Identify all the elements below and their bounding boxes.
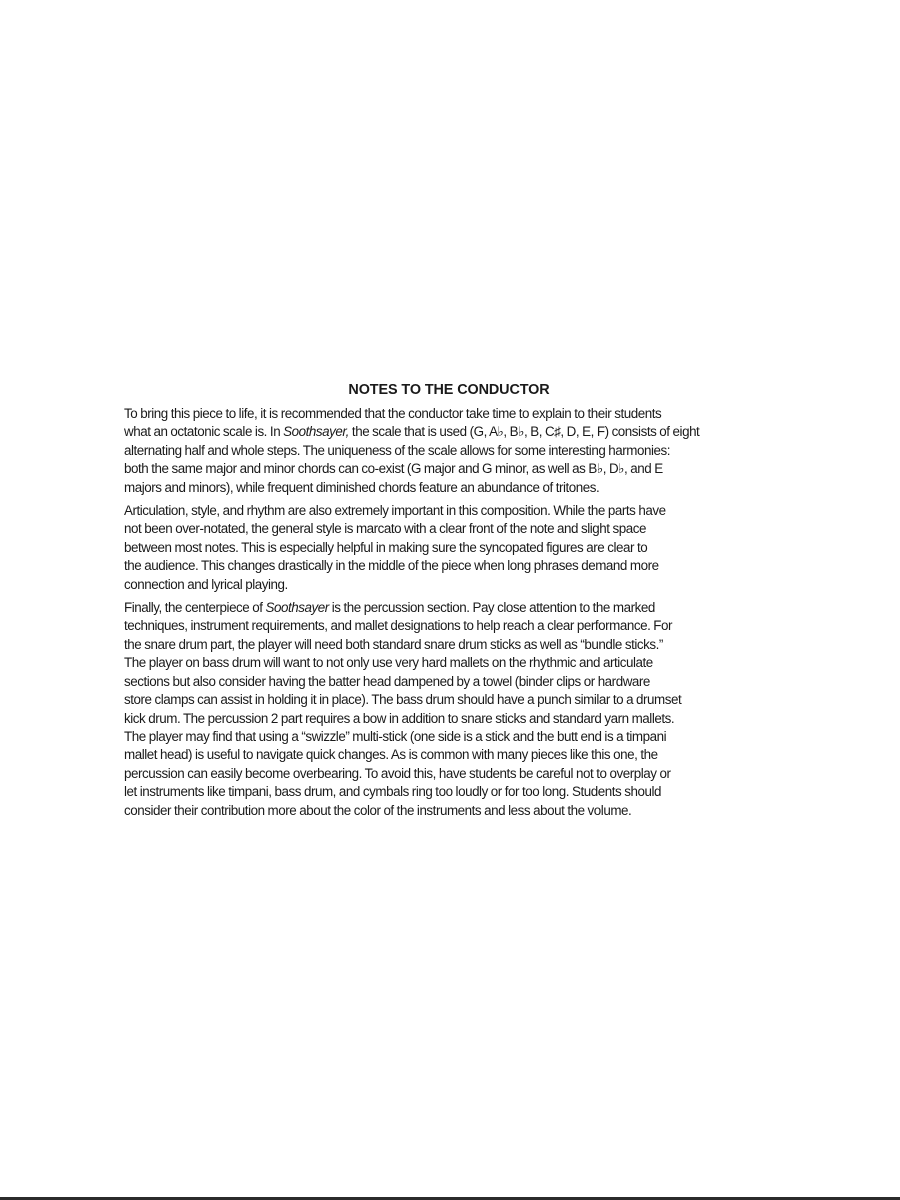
- text-segment: not been over-notated, the general style is marcato with a clear front of the note and slight space: [124, 521, 647, 537]
- text-segment: Finally, the centerpiece of: [124, 600, 266, 616]
- text-line: [124, 460, 774, 478]
- text-segment: percussion can easily become overbearing. To avoid this, have students be careful not to overplay or: [124, 765, 671, 781]
- text-line: [124, 617, 774, 635]
- text-segment: The player may find that using a “swizzle” multi-stick (one side is a stick and the butt end is a timpani: [124, 728, 667, 744]
- text-segment: let instruments like timpani, bass drum, and cymbals ring too loudly or for too long. Students should: [124, 784, 662, 800]
- text-line: [124, 576, 774, 594]
- text-line: [124, 654, 774, 672]
- text-segment: store clamps can assist in holding it in place). The bass drum should have a punch similar to a drumset: [124, 692, 682, 708]
- paragraph-2: [124, 502, 774, 594]
- text-line: [124, 783, 774, 801]
- paragraph-3: [124, 599, 774, 820]
- text-line: [124, 636, 774, 654]
- text-segment: the snare drum part, the player will need both standard snare drum sticks as well as “bundle sticks.”: [124, 636, 663, 652]
- text-segment: what an octatonic scale is. In: [124, 424, 284, 440]
- text-line: [124, 728, 774, 746]
- text-segment: techniques, instrument requirements, and mallet designations to help reach a clear performance. For: [124, 618, 673, 634]
- text-line: [124, 802, 774, 820]
- text-segment: alternating half and whole steps. The uniqueness of the scale allows for some interesting harmonies:: [124, 442, 671, 458]
- text-segment: is the percussion section. Pay close attention to the marked: [328, 600, 655, 616]
- paragraph-1: [124, 405, 774, 497]
- text-line: [124, 442, 774, 460]
- text-segment: Articulation, style, and rhythm are also extremely important in this composition. While the parts have: [124, 503, 666, 519]
- text-line: [124, 599, 774, 617]
- text-segment: kick drum. The percussion 2 part requires a bow in addition to snare sticks and standard yarn mallets.: [124, 710, 675, 726]
- notes-body: [124, 405, 774, 820]
- italic-title: Soothsayer,: [283, 424, 349, 440]
- text-segment: the audience. This changes drastically in the middle of the piece when long phrases demand more: [124, 558, 659, 574]
- text-line: [124, 765, 774, 783]
- text-segment: both the same major and minor chords can co-exist (G major and G minor, as well as B♭, D♭, and E: [124, 461, 663, 477]
- italic-title: Soothsayer: [265, 600, 329, 616]
- text-segment: consider their contribution more about the color of the instruments and less about the volume.: [124, 802, 632, 818]
- text-line: [124, 423, 774, 441]
- text-segment: connection and lyrical playing.: [124, 576, 288, 592]
- conductor-notes: [124, 381, 774, 825]
- text-segment: between most notes. This is especially helpful in making sure the syncopated figures are clear to: [124, 539, 648, 555]
- text-line: [124, 539, 774, 557]
- text-line: [124, 710, 774, 728]
- text-segment: the scale that is used (G, A♭, B♭, B, C♯, D, E, F) consists of eight: [348, 424, 700, 440]
- text-segment: majors and minors), while frequent diminished chords feature an abundance of tritones.: [124, 479, 600, 495]
- text-segment: The player on bass drum will want to not only use very hard mallets on the rhythmic and articulate: [124, 655, 653, 671]
- text-segment: To bring this piece to life, it is recommended that the conductor take time to explain to their students: [124, 406, 662, 421]
- text-line: [124, 479, 774, 497]
- text-line: [124, 691, 774, 709]
- text-line: [124, 405, 774, 423]
- text-line: [124, 502, 774, 520]
- text-line: [124, 520, 774, 538]
- text-line: [124, 673, 774, 691]
- page-title: NOTES TO THE CONDUCTOR: [348, 382, 550, 398]
- text-segment: sections but also consider having the batter head dampened by a towel (binder clips or hardware: [124, 673, 650, 689]
- text-line: [124, 557, 774, 575]
- text-line: [124, 746, 774, 764]
- text-segment: mallet head) is useful to navigate quick changes. As is common with many pieces like this one, the: [124, 747, 658, 763]
